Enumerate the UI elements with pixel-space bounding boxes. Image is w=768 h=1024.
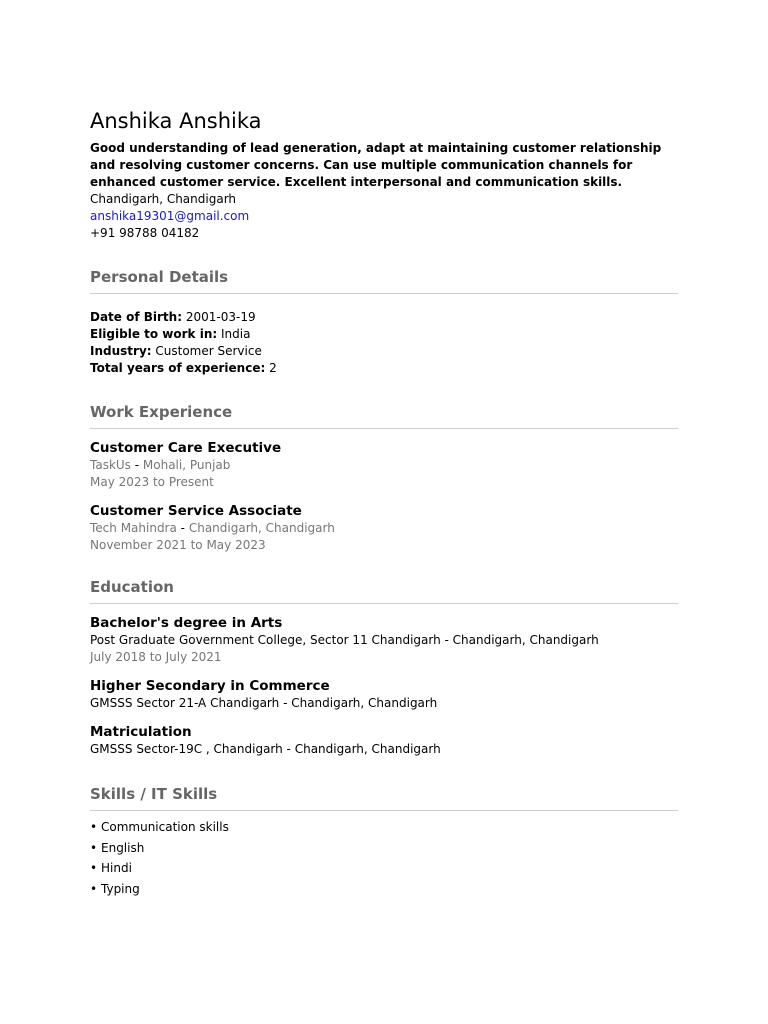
education-item [90, 677, 678, 712]
job-location: Mohali, Punjab [142, 458, 231, 472]
work-experience-list [90, 439, 678, 554]
section-title-work-experience: Work Experience [90, 402, 678, 429]
skill-item [90, 840, 678, 857]
skill-label: English [101, 840, 145, 855]
skill-label: Hindi [101, 861, 132, 875]
detail-row-dob [90, 309, 678, 326]
detail-label: Total years of experience: [90, 361, 266, 375]
detail-label: Date of Birth: [90, 310, 183, 324]
degree-title: Matriculation [90, 724, 192, 740]
job-location: Chandigarh, Chandigarh [188, 521, 335, 535]
skill-label: Typing [101, 881, 140, 896]
separator: - [176, 521, 189, 535]
bullet-icon: • [90, 840, 98, 855]
section-title-personal-details: Personal Details [90, 267, 678, 294]
bullet-icon: • [90, 820, 98, 834]
education-item [90, 723, 678, 758]
company-name: TaskUs [90, 458, 131, 472]
detail-row-eligible [90, 326, 678, 343]
detail-row-industry [90, 343, 678, 360]
job-employer-line [90, 520, 678, 537]
email-link[interactable]: anshika19301@gmail.com [90, 209, 250, 223]
phone-number: +91 98788 04182 [90, 226, 200, 240]
job-employer-line [90, 457, 678, 474]
skills-list [90, 819, 678, 898]
section-title-education: Education [90, 577, 678, 604]
company-name: Tech Mahindra [90, 521, 177, 535]
education-item [90, 614, 678, 666]
detail-value: India [221, 327, 251, 341]
degree-title: Bachelor's degree in Arts [90, 615, 283, 631]
detail-value: 2001-03-19 [185, 310, 256, 324]
job-dates: May 2023 to Present [90, 475, 214, 489]
job-dates: November 2021 to May 2023 [90, 538, 266, 552]
degree-title: Higher Secondary in Commerce [90, 678, 330, 694]
detail-label: Eligible to work in: [90, 327, 218, 341]
detail-value: Customer Service [155, 344, 262, 358]
institution-name: GMSSS Sector-19C , Chandigarh - Chandigarh, Chandigarh [90, 742, 441, 756]
work-item [90, 502, 678, 554]
separator: - [130, 458, 143, 472]
institution-name: GMSSS Sector 21-A Chandigarh - Chandigarh, Chandigarh [90, 696, 438, 710]
section-title-skills: Skills / IT Skills [90, 784, 678, 811]
bullet-icon: • [90, 881, 98, 896]
job-title: Customer Service Associate [90, 503, 302, 519]
job-title: Customer Care Executive [90, 440, 282, 456]
institution-name: Post Graduate Government College, Sector 11 Chandigarh - Chandigarh, Chandigarh [90, 633, 599, 647]
detail-row-experience [90, 360, 678, 377]
resume-content [90, 108, 678, 914]
personal-details [90, 309, 678, 377]
education-list [90, 614, 678, 758]
work-item [90, 439, 678, 491]
profile-summary: Good understanding of lead generation, adapt at maintaining customer relationship and resolving customer concerns. Can use multiple communication channels for enhanced customer service. Excellent interpersonal and communication skills. [90, 141, 662, 189]
skill-label: Communication skills [101, 820, 229, 834]
detail-value: 2 [269, 361, 277, 375]
skill-item [90, 819, 678, 836]
skill-item [90, 881, 678, 898]
education-dates: July 2018 to July 2021 [90, 650, 222, 664]
skill-item [90, 860, 678, 877]
detail-label: Industry: [90, 344, 152, 358]
bullet-icon: • [90, 861, 98, 875]
candidate-location: Chandigarh, Chandigarh [90, 192, 237, 206]
candidate-name: Anshika Anshika [90, 109, 262, 133]
